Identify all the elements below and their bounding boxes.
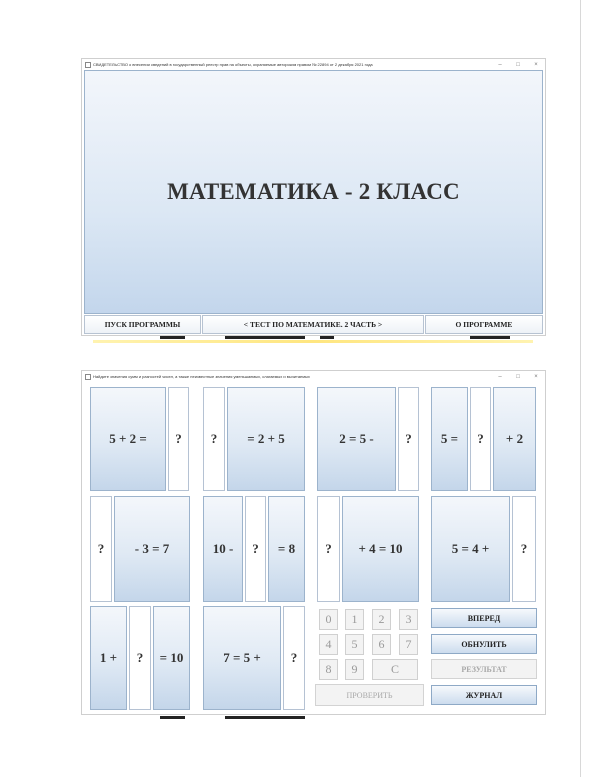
check-button[interactable]: ПРОВЕРИТЬ [315, 684, 424, 706]
page-edge [580, 0, 581, 777]
title-banner [84, 70, 543, 314]
key-clear[interactable]: C [372, 659, 418, 680]
task-7-answer[interactable]: ? [317, 496, 340, 602]
key-5[interactable]: 5 [345, 634, 364, 655]
app-icon [85, 374, 91, 380]
journal-button[interactable]: ЖУРНАЛ [431, 685, 537, 705]
task-2-expression: = 2 + 5 [227, 387, 305, 491]
key-8[interactable]: 8 [319, 659, 338, 680]
decorative-bar [160, 716, 185, 719]
key-1[interactable]: 1 [345, 609, 364, 630]
result-button[interactable]: РЕЗУЛЬТАТ [431, 659, 537, 679]
start-program-button[interactable]: ПУСК ПРОГРАММЫ [84, 315, 201, 334]
task-4-right: + 2 [493, 387, 536, 491]
app-icon [85, 62, 91, 68]
task-5-expression: - 3 = 7 [114, 496, 190, 602]
key-0[interactable]: 0 [319, 609, 338, 630]
key-9[interactable]: 9 [345, 659, 364, 680]
main-window-titlebar [82, 59, 545, 70]
decorative-bar [225, 336, 305, 339]
task-4-left: 5 = [431, 387, 468, 491]
about-program-button[interactable]: О ПРОГРАММЕ [425, 315, 543, 334]
task-6-right: = 8 [268, 496, 305, 602]
main-window [81, 58, 546, 336]
key-2[interactable]: 2 [372, 609, 391, 630]
key-4[interactable]: 4 [319, 634, 338, 655]
decorative-bar [225, 716, 305, 719]
maximize-icon[interactable]: □ [516, 61, 520, 68]
task-10-answer[interactable]: ? [283, 606, 305, 710]
task-1-expression: 5 + 2 = [90, 387, 166, 491]
task-3-answer[interactable]: ? [398, 387, 419, 491]
task-7-expression: + 4 = 10 [342, 496, 419, 602]
maximize-icon[interactable]: □ [516, 373, 520, 380]
test-selector-button[interactable]: < ТЕСТ ПО МАТЕМАТИКЕ. 2 ЧАСТЬ > [202, 315, 424, 334]
task-9-right: = 10 [153, 606, 190, 710]
reset-button[interactable]: ОБНУЛИТЬ [431, 634, 537, 654]
task-window-title: Найдите значения сумм и разностей чисел, а также неизвестные значения уменьшаемых, слагаемых и вычитаемых [93, 374, 310, 379]
next-button[interactable]: ВПЕРЕД [431, 608, 537, 628]
task-window-titlebar [82, 371, 545, 382]
minimize-icon[interactable]: – [498, 373, 502, 380]
main-heading: МАТЕМАТИКА - 2 КЛАСС [167, 179, 460, 204]
task-9-answer[interactable]: ? [129, 606, 151, 710]
main-window-title: СВИДЕТЕЛЬСТВО о внесении сведений в государственный реестр прав на объекты, охраняемые авторским правом № 22894 от 2 декабря 2021 года [93, 62, 373, 67]
task-10-expression: 7 = 5 + [203, 606, 281, 710]
task-1-answer[interactable]: ? [168, 387, 189, 491]
close-icon[interactable]: × [534, 373, 538, 380]
decorative-stripe [93, 340, 533, 343]
close-icon[interactable]: × [534, 61, 538, 68]
task-2-answer[interactable]: ? [203, 387, 225, 491]
key-7[interactable]: 7 [399, 634, 418, 655]
task-8-answer[interactable]: ? [512, 496, 536, 602]
key-3[interactable]: 3 [399, 609, 418, 630]
task-6-left: 10 - [203, 496, 243, 602]
task-9-left: 1 + [90, 606, 127, 710]
task-6-answer[interactable]: ? [245, 496, 266, 602]
task-5-answer[interactable]: ? [90, 496, 112, 602]
decorative-bar [320, 336, 334, 339]
key-6[interactable]: 6 [372, 634, 391, 655]
decorative-bar [470, 336, 510, 339]
task-8-expression: 5 = 4 + [431, 496, 510, 602]
decorative-bar [160, 336, 185, 339]
task-3-expression: 2 = 5 - [317, 387, 396, 491]
minimize-icon[interactable]: – [498, 61, 502, 68]
task-4-answer[interactable]: ? [470, 387, 491, 491]
